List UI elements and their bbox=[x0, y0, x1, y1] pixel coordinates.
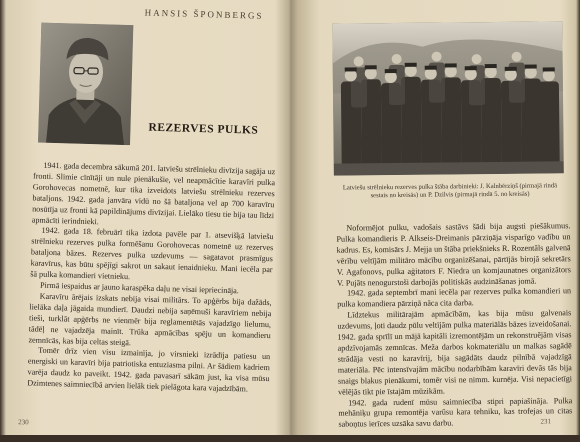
section-heading: REZERVES PULKS bbox=[148, 122, 258, 137]
running-head: HANSIS ŠPONBERGS bbox=[145, 7, 264, 20]
paragraph: Karavīru ārējais izskats nebija visai militārs. To apģērbs bija dažāds, lielāka daļa jāgaida mundierī. Daudzi nebija saņēmuši karavīriem nebija tieši, turklāt apģērbs ne vienmēr bija reglamentētās vajadzīgo lielumu, tādēļ ne vajadzēja mainīt. Trūka apmācības spēju un komandieru zemnīcās, kas bija celtas steigā. bbox=[28, 291, 271, 352]
paragraph: Pirmā iespaidus ar jauno karaspēka daļu ne visai iepriecināja. bbox=[30, 280, 272, 298]
paragraph: 1941. gada decembra sākumā 201. latviešu strēlnieku divīzija sagāja uz fronti. Slimie cīnītāji un nule pienākušie, vel neapmācītie karavīri pulka Gorohovecas nometnē, kur tika izveidots latviešu strēlnieku rezerves bataljons. 1942. gada janvāra vidū no šā bataljona vel ap 700 karavīru nosūtīja uz fronti kā papildinājums divīzijai. Lielāko tiesu tie bija tau līdzi apmācīti ierindnieki. bbox=[32, 160, 276, 232]
right-page bbox=[300, 0, 575, 435]
page-number: 230 bbox=[18, 418, 29, 426]
group-photo bbox=[332, 21, 564, 175]
paragraph: 1942. gada septembrī mani iecēla par rezerves pulka komandieri un pulka komandiera pārziņā nāca cita darba. bbox=[337, 287, 571, 311]
paragraph: 1942. gada 18. februārī tika izdota pavēle par 1. atsevišķā latviešu strēlnieku rezerves pulka formēšanu Gorohovecas nometnē uz rezerves bataljona bāzes. Rezerves pulka uzdevums — sagatavot prasmīgus karavīrus, kas būtu spējīgi sakrot un sakaut ienaidnieku. Mani iecēla par šā pulka komandieri vietnieku. bbox=[30, 226, 273, 287]
left-body-text bbox=[27, 160, 275, 396]
portrait-photo bbox=[38, 23, 133, 146]
paragraph: Tomēr drīz vien visu izmainīja, jo virsnieki izrādīja patiesu un energiski un karavīri bija patriotiska entuziasma pilni. Ar šādiem kadriem varēja daudz ko paveikt. 1942. gada pavasarī sākām just, ka visa mūsu Dzimtenes saimniecībā arvien lielāk tiek pielāgota kara vajadzībām. bbox=[27, 346, 270, 396]
paragraph: 1942. gada rudenī mūsu saimniecība stipri papiašināja. Pulka mehāniķu grupa remontēja varūsu kara tehniku, kas trofejas un citas saboņtus ierīces uzsāka savu darbu. bbox=[338, 396, 572, 431]
left-page bbox=[8, 0, 282, 442]
photo-caption: Latviešu strēlnieku rezerves pulka štāba darbinieki: J. Kalnbērziņš (pirmajā rindā sestais no kreisās) un P. Dzilvis (pirmajā rindā 5. no kreisās) bbox=[336, 182, 564, 201]
page-number: 231 bbox=[540, 417, 551, 425]
paragraph: Līdztekus militārajām apmācībām, kas bija mūsu galvenais uzdevums, ļoti daudz pūlu veltījām pulka materiālās bāzes izveidošanai. 1942. gada sprīlī un mājā kapitāli izremontējām un rekonstruējām visas apdzīvojamās zemnīcas. Meža darbos kokmateriālu un malkas sagādē strādāja vesti no karavīrij, bija sagādāts daudz pilnībā vajadzīgā materiāla. Pēc intensīvajām mācību nodarbībām karavīri devās tās bija snaigs blakus pienākumi, tomēr visi ne nimm. kurnēja. Visi nepacietīgi vēlējās tikt pie īstajām mūzikām. bbox=[337, 308, 572, 398]
paragraph: Noformējot pulku, vadošais sastāvs šādi bija augsti piešākumus. Pulka komandieris P. Alkseis-Dreimanis pārziņāja visparīgo vadību un kadrus. Es, komisārs J. Mejja un štāba priekšnieks R. Rozentāls galvenā vērību veltījām militāro mācību organizēšanai, pārtījās birojā sekretārs V. Agafonovs, pulka aģitators F. Niedra un komjaunatnes organizātors V. Pujāts nenogurstoši darbojās politiskās audzināšanas jomā. bbox=[336, 221, 571, 289]
right-body-text bbox=[336, 221, 572, 431]
